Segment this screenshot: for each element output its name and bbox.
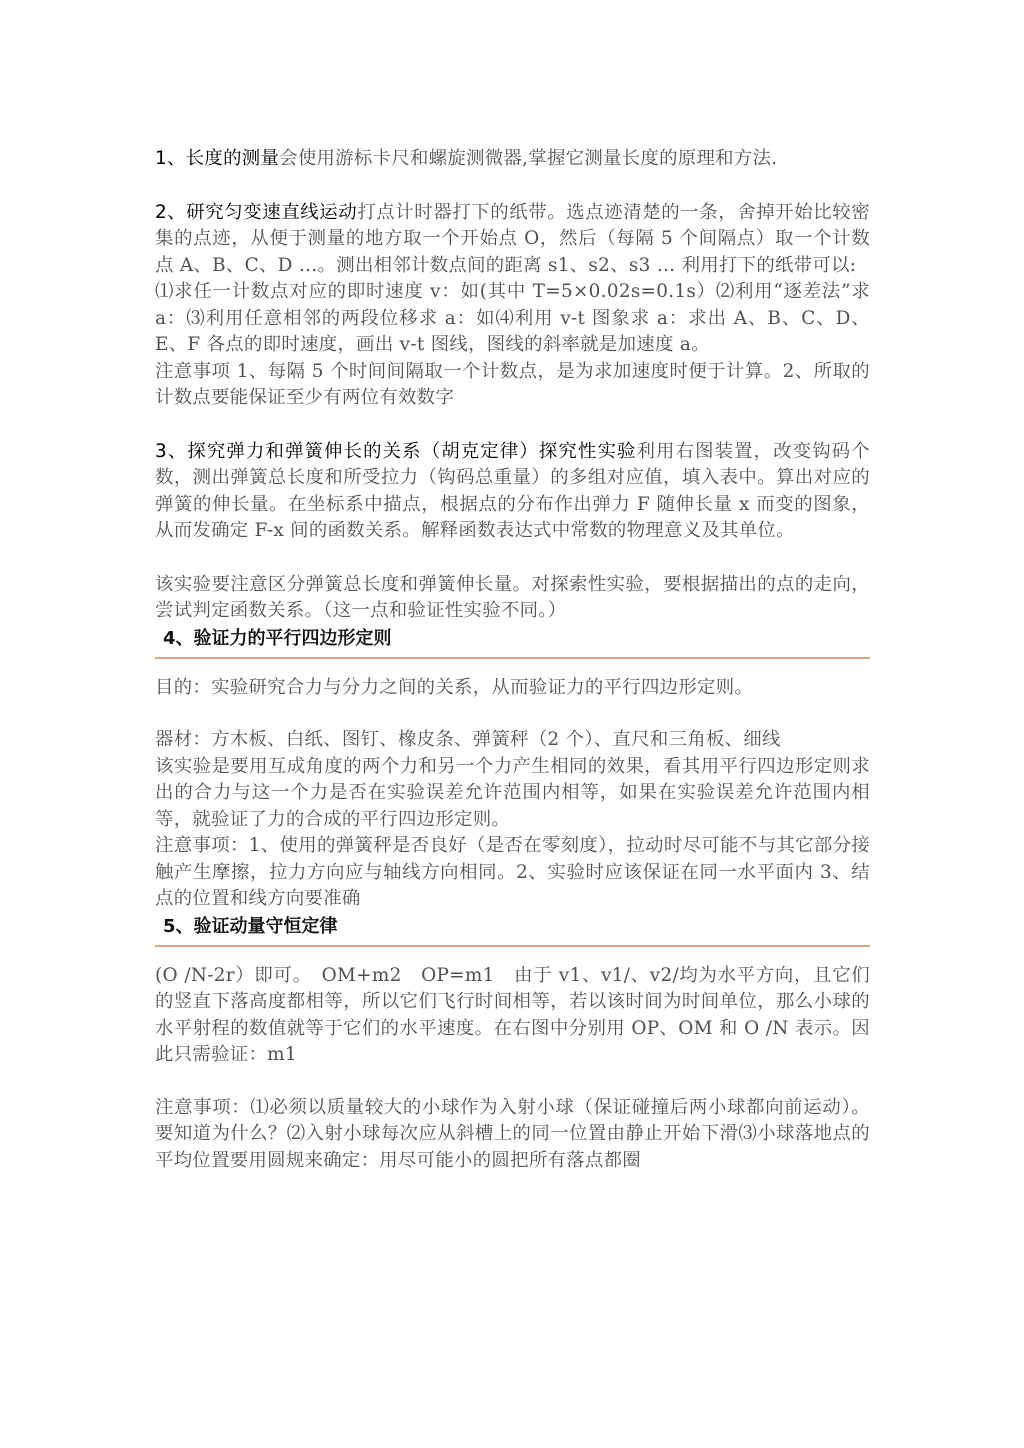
section4-heading: 4、验证力的平行四边形定则 <box>155 625 870 659</box>
section1-lead: 1、长度的测量 <box>155 148 280 169</box>
section2-methods: ⑴求任一计数点对应的即时速度 v：如(其中 T=5×0.02s=0.1s）⑵利用“逐差法”求 a：⑶利用任意相邻的两段位移求 a：如⑷利用 v-t 图象求 a：求出 A、B、C、D、E、F 各点的即时速度，画出 v-t 图线，图线的斜率就是加速度 a。 <box>155 281 870 355</box>
section3-paragraph <box>155 439 870 545</box>
section4-purpose: 目的：实验研究合力与分力之间的关系，从而验证力的平行四边形定则。 <box>155 676 754 698</box>
section2-body: 打点计时器打下的纸带。选点迹清楚的一条，舍掉开始比较密集的点迹，从便于测量的地方取一个开始点 O，然后（每隔 5 个间隔点）取一个计数点 A、B、C、D …。测出相邻计数点间的距离 s1、s2、s3 … 利用打下的纸带可以: <box>155 201 870 276</box>
section1-paragraph <box>155 146 870 173</box>
section2-lead: 2、研究匀变速直线运动 <box>155 201 358 223</box>
section3-notes: 该实验要注意区分弹簧总长度和弹簧伸长量。对探索性实验，要根据描出的点的走向，尝试判定函数关系。（这一点和验证性实验不同。） <box>155 573 870 621</box>
section5-heading: 5、验证动量守恒定律 <box>155 913 870 947</box>
section5-body: (O /N-2r）即可。 OM+m2 OP=m1 由于 v1、v1/、v2/均为水平方向，且它们的竖直下落高度都相等，所以它们飞行时间相等，若以该时间为时间单位，那么小球的水平射程的数值就等于它们的水平速度。在右图中分别用 OP、OM 和 O /N 表示。因此只需验证：m1 <box>155 964 870 1065</box>
section2-notes: 注意事项 1、每隔 5 个时间间隔取一个计数点，是为求加速度时便于计算。2、所取的计数点要能保证至少有两位有效数字 <box>155 360 870 408</box>
section4-notes: 注意事项：1、使用的弹簧秤是否良好（是否在零刻度），拉动时尽可能不与其它部分接触产生摩擦，拉力方向应与轴线方向相同。2、实验时应该保证在同一水平面内 3、结点的位置和线方向要准确 <box>155 835 870 909</box>
section5-notes: 注意事项：⑴必须以质量较大的小球作为入射小球（保证碰撞后两小球都向前运动）。要知道为什么？⑵入射小球每次应从斜槽上的同一位置由静止开始下滑⑶小球落地点的平均位置要用圆规来确定：用尽可能小的圆把所有落点都圈 <box>155 1096 870 1171</box>
section3-lead: 3、探究弹力和弹簧伸长的关系（胡克定律）探究性实验 <box>155 440 637 462</box>
document-content <box>155 146 870 1174</box>
section3-body: 利用右图装置，改变钩码个数，测出弹簧总长度和所受拉力（钩码总重量）的多组对应值，填入表中。算出对应的弹簧的伸长量。在坐标系中描点，根据点的分布作出弹力 F 随伸长量 x 而变的图象，从而发确定 F-x 间的函数关系。解释函数表达式中常数的物理意义及其单位。 <box>155 440 870 541</box>
section1-body: 会使用游标卡尺和螺旋测微器,掌握它测量长度的原理和方法. <box>279 148 778 169</box>
section2-paragraph <box>155 200 870 280</box>
section4-principle: 该实验是要用互成角度的两个力和另一个力产生相同的效果，看其用平行四边形定则求出的合力与这一个力是否在实验误差允许范围内相等，如果在实验误差允许范围内相等，就验证了力的合成的平行四边形定则。 <box>155 755 870 830</box>
section4-equipment: 器材：方木板、白纸、图钉、橡皮条、弹簧秤（2 个）、直尺和三角板、细线 <box>155 729 781 750</box>
